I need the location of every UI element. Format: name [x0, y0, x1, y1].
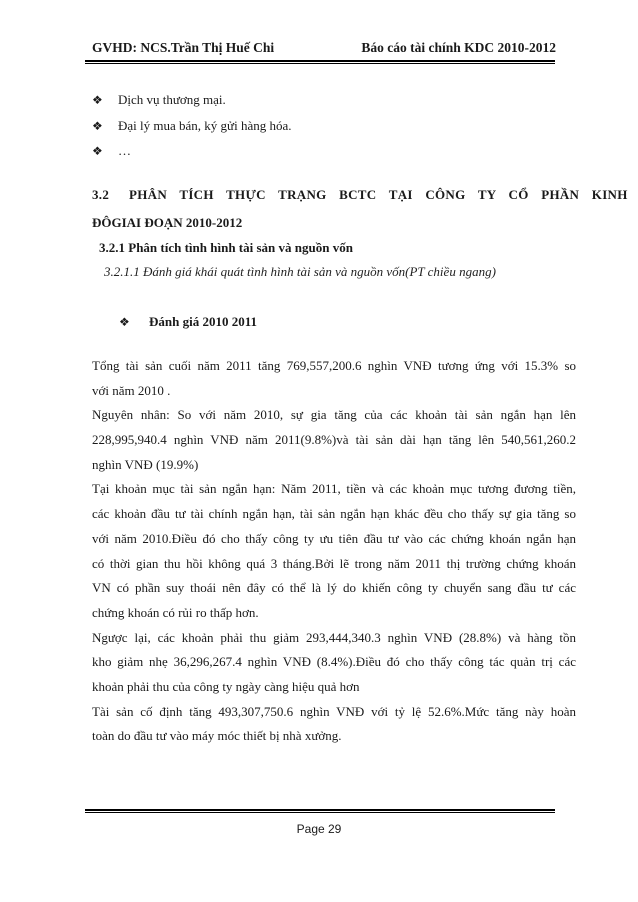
- body-line: có thời gian thu hồi không quá 3 tháng.Bởi lẽ trong năm 2011 thị trường chứng khoán: [92, 555, 576, 571]
- body-line: với năm 2010.Điều đó cho thấy công ty ưu tiên đầu tư vào các chứng khoán ngắn hạn: [92, 530, 576, 546]
- header-rule-thin: [85, 63, 555, 64]
- body-line: Nguyên nhân: So với năm 2010, sự gia tăng của các khoản tài sản ngắn hạn lên: [92, 407, 576, 423]
- bullet-text: Dịch vụ thương mại.: [118, 92, 226, 107]
- body-line: nghìn VNĐ (19.9%): [92, 456, 199, 472]
- page-number: Page 29: [296, 822, 342, 836]
- diamond-bullet-icon: ❖: [119, 315, 130, 329]
- body-line: chứng khoán có rủi ro thấp hơn.: [92, 604, 259, 620]
- diamond-bullet-icon: ❖: [92, 144, 103, 158]
- body-line: Tổng tài sản cuối năm 2011 tăng 769,557,200.6 nghìn VNĐ tương ứng với 15.3% so: [92, 358, 576, 373]
- evaluation-heading: [119, 314, 257, 330]
- section-title-line2: ĐÔGIAI ĐOẠN 2010-2012: [92, 215, 243, 230]
- header-rule-thick: [85, 60, 555, 62]
- body-line: toàn do đầu tư vào máy móc thiết bị nhà xưởng.: [92, 728, 342, 744]
- header-supervisor: GVHD: NCS.Trần Thị Huế Chi: [92, 40, 275, 55]
- body-line: kho giảm nhẹ 36,296,267.4 nghìn VNĐ (8.4%).Điều đó cho thấy công tác quản trị các: [92, 654, 576, 670]
- body-line: khoản phải thu của công ty ngày càng hiệu quả hơn: [92, 678, 360, 694]
- body-line: với năm 2010 .: [92, 382, 171, 398]
- bullet-item: [92, 118, 291, 136]
- body-line: Tại khoản mục tài sản ngắn hạn: Năm 2011, tiền và các khoản mục tương đương tiền,: [92, 481, 576, 497]
- body-line: 228,995,940.4 nghìn VNĐ năm 2011(9.8%)và tài sản dài hạn tăng lên 540,561,260.2: [92, 432, 576, 448]
- bullet-item: [92, 143, 131, 161]
- footer-rule-thin: [85, 812, 555, 813]
- section-title-line1: PHÂN TÍCH THỰC TRẠNG BCTC TẠI CÔNG TY CỔ PHẦN KINH: [129, 187, 628, 202]
- section-heading-line1: [92, 187, 628, 203]
- bullet-item: [92, 92, 226, 110]
- bullet-text: …: [118, 143, 131, 158]
- section-number: 3.2: [92, 187, 110, 202]
- subsection-heading-3-2-1-1: 3.2.1.1 Đánh giá khái quát tình hình tài sản và nguồn vốn(PT chiều ngang): [104, 264, 496, 279]
- body-line: các khoản đầu tư tài chính ngắn hạn, tài sản ngắn hạn khác đều cho thấy sự gia tăng so: [92, 506, 576, 522]
- body-line: Tài sản cố định tăng 493,307,750.6 nghìn VNĐ với tỷ lệ 52.6%.Mức tăng này hoàn: [92, 703, 576, 719]
- evaluation-heading-text: Đánh giá 2010 2011: [149, 314, 257, 329]
- diamond-bullet-icon: ❖: [92, 93, 103, 107]
- footer-rule-thick: [85, 809, 555, 811]
- body-line: VN có phần suy thoái nên đây có thể là lý do khiến công ty chuyển sang đầu tư các: [92, 580, 576, 596]
- bullet-text: Đại lý mua bán, ký gửi hàng hóa.: [118, 118, 292, 133]
- body-paragraphs: [92, 354, 576, 749]
- diamond-bullet-icon: ❖: [92, 119, 103, 133]
- body-line: Ngược lại, các khoản phải thu giảm 293,444,340.3 nghìn VNĐ (28.8%) và hàng tồn: [92, 629, 576, 645]
- page-header: [92, 40, 556, 58]
- header-report-title: Báo cáo tài chính KDC 2010-2012: [361, 40, 556, 55]
- subsection-heading-3-2-1: 3.2.1 Phân tích tình hình tài sản và nguồn vốn: [99, 240, 353, 255]
